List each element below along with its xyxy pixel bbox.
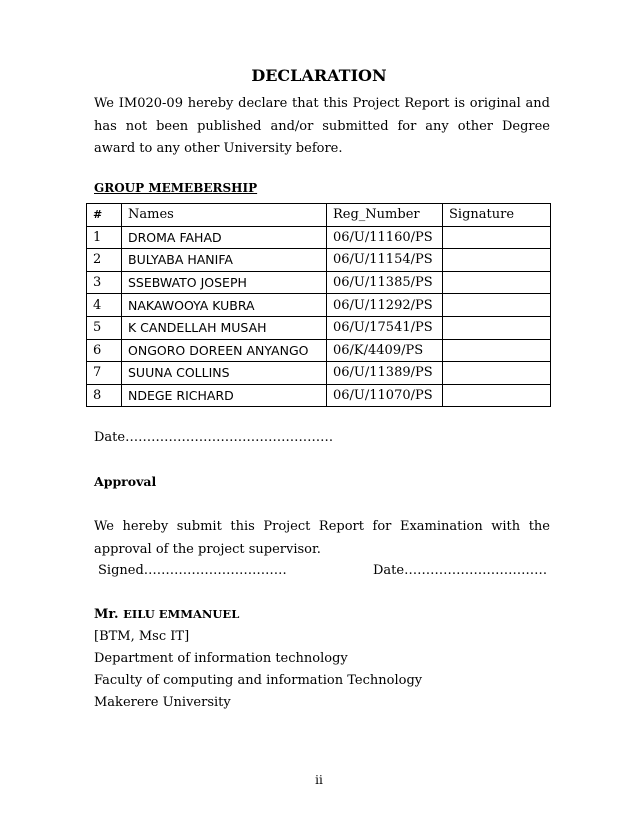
member-reg-number: 06/U/11070/PS: [327, 384, 443, 407]
row-number: 1: [87, 226, 122, 249]
table-header-row: [87, 204, 551, 227]
approval-paragraph: We hereby submit this Project Report for Examination with the approval of the project supervisor.: [94, 519, 550, 557]
table-row: [87, 226, 551, 249]
member-reg-number: 06/K/4409/PS: [327, 339, 443, 362]
header-reg-number: Reg_Number: [327, 204, 443, 227]
row-number: 3: [87, 271, 122, 294]
table-row: [87, 362, 551, 385]
member-name: SSEBWATO JOSEPH: [122, 271, 327, 294]
header-number: #: [87, 204, 122, 227]
member-name: BULYABA HANIFA: [122, 249, 327, 272]
row-number: 7: [87, 362, 122, 385]
member-signature: [443, 362, 551, 385]
row-number: 6: [87, 339, 122, 362]
member-name: SUUNA COLLINS: [122, 362, 327, 385]
page-title: DECLARATION: [251, 66, 387, 85]
table-row: [87, 294, 551, 317]
row-number: 4: [87, 294, 122, 317]
member-name: NAKAWOOYA KUBRA: [122, 294, 327, 317]
supervisor-name-line: [94, 607, 239, 622]
supervisor-department: Department of information technology: [94, 651, 348, 666]
member-signature: [443, 316, 551, 339]
supervisor-university: Makerere University: [94, 695, 231, 710]
signed-line: Signed……………………………: [98, 563, 287, 578]
member-signature: [443, 294, 551, 317]
declaration-date-line: Date…………………………………………: [94, 430, 334, 445]
group-members-table: [86, 203, 551, 407]
header-names: Names: [122, 204, 327, 227]
member-signature: [443, 249, 551, 272]
row-number: 2: [87, 249, 122, 272]
member-reg-number: 06/U/11389/PS: [327, 362, 443, 385]
member-signature: [443, 226, 551, 249]
member-reg-number: 06/U/17541/PS: [327, 316, 443, 339]
row-number: 5: [87, 316, 122, 339]
table-row: [87, 316, 551, 339]
supervisor-name: EILU EMMANUEL: [123, 607, 240, 621]
approval-heading: Approval: [94, 474, 157, 489]
supervisor-prefix: Mr.: [94, 607, 119, 622]
member-name: NDEGE RICHARD: [122, 384, 327, 407]
approval-date-line: Date……………………………: [373, 563, 548, 578]
group-membership-heading: GROUP MEMEBERSHIP: [94, 181, 258, 195]
table-row: [87, 271, 551, 294]
member-name: ONGORO DOREEN ANYANGO: [122, 339, 327, 362]
member-signature: [443, 339, 551, 362]
member-name: K CANDELLAH MUSAH: [122, 316, 327, 339]
supervisor-faculty: Faculty of computing and information Technology: [94, 673, 423, 688]
member-name: DROMA FAHAD: [122, 226, 327, 249]
table-row: [87, 339, 551, 362]
header-signature: Signature: [443, 204, 551, 227]
supervisor-credentials: [BTM, Msc IT]: [94, 629, 190, 644]
page-number: ii: [315, 773, 323, 787]
table-row: [87, 384, 551, 407]
member-reg-number: 06/U/11160/PS: [327, 226, 443, 249]
table-row: [87, 249, 551, 272]
member-signature: [443, 384, 551, 407]
declaration-paragraph: We IM020-09 hereby declare that this Project Report is original and has not been published and/or submitted for any other Degree award to any other University before.: [94, 96, 550, 156]
member-reg-number: 06/U/11292/PS: [327, 294, 443, 317]
member-reg-number: 06/U/11154/PS: [327, 249, 443, 272]
member-reg-number: 06/U/11385/PS: [327, 271, 443, 294]
row-number: 8: [87, 384, 122, 407]
member-signature: [443, 271, 551, 294]
